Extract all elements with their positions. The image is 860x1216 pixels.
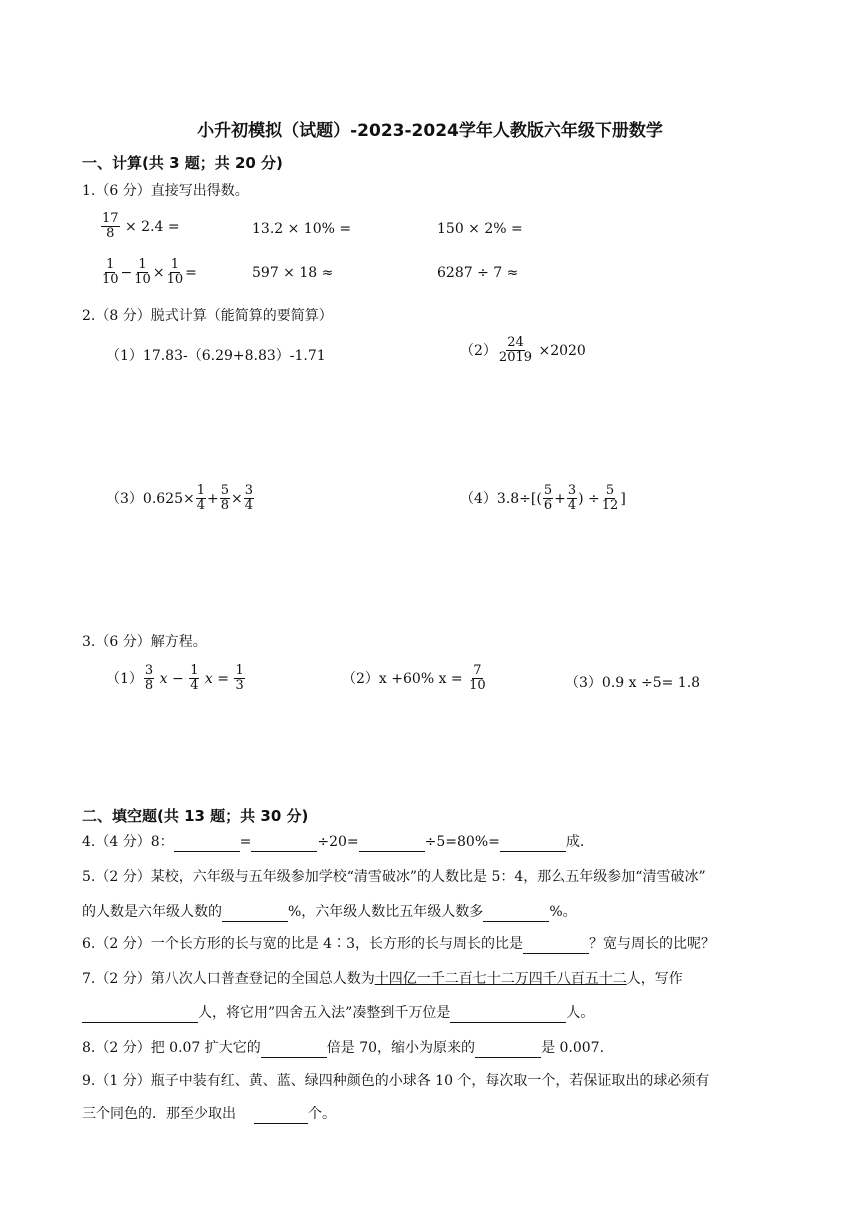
q3-eq2-prefix: （2） bbox=[342, 670, 379, 687]
answer-blank[interactable] bbox=[254, 1109, 308, 1124]
q2-part-4-op: + bbox=[554, 490, 566, 507]
q3-eq1-c-den: 3 bbox=[235, 678, 244, 694]
q3-eq1-a-num: 3 bbox=[144, 663, 154, 678]
q2-part-4-c-den: 12 bbox=[601, 498, 619, 514]
q2-part-2-tail: ×2020 bbox=[538, 342, 586, 359]
q7-text-a: 7.（2 分）第八次人口普查登记的全国总人数为 bbox=[82, 971, 375, 987]
q9-text-b: 个。 bbox=[308, 1106, 336, 1122]
q5-text-c: %。 bbox=[549, 904, 577, 920]
q1-item-4-op1: − bbox=[120, 264, 133, 281]
answer-blank[interactable] bbox=[500, 837, 566, 852]
answer-blank[interactable] bbox=[483, 907, 549, 922]
q1-item-4-c-den: 10 bbox=[166, 272, 184, 288]
q1-item-4 bbox=[100, 258, 197, 288]
section-2-heading: 二、填空题(共 13 题；共 30 分) bbox=[82, 807, 309, 825]
q1-item-4-c-num: 1 bbox=[170, 257, 179, 272]
q1-item-4-b-num: 1 bbox=[138, 257, 147, 272]
question-5-line-1: 5.（2 分）某校，六年级与五年级参加学校“清雪破冰”的人数比是 5：4，那么五年级参加“清雪破冰” bbox=[82, 869, 706, 885]
q1-item-3: 150 × 2% = bbox=[437, 221, 523, 237]
question-8 bbox=[82, 1038, 604, 1058]
q1-item-1-den: 8 bbox=[106, 226, 115, 242]
q3-eq2-num: 7 bbox=[473, 663, 482, 678]
answer-blank[interactable] bbox=[475, 1043, 541, 1058]
q4-eq: = bbox=[239, 834, 252, 850]
q3-eq1-c-num: 1 bbox=[235, 663, 244, 678]
answer-blank[interactable] bbox=[82, 1008, 198, 1023]
q7-text-b: 人，写作 bbox=[626, 971, 683, 987]
q2-part-3-op: + bbox=[207, 490, 219, 507]
q8-text-c: 是 0.007. bbox=[541, 1040, 605, 1056]
q1-item-4-op2: × bbox=[152, 264, 165, 281]
q2-part-3-a-num: 1 bbox=[196, 483, 205, 498]
q3-eq1-b-num: 1 bbox=[190, 663, 199, 678]
q1-item-4-a-den: 10 bbox=[102, 272, 119, 288]
page-title: 小升初模拟（试题）-2023-2024学年人教版六年级下册数学 bbox=[197, 121, 663, 141]
q5-text-b: %，六年级人数比五年级人数多 bbox=[288, 904, 484, 920]
q3-eq1-x1: x − bbox=[159, 670, 184, 687]
q2-part-3-b-num: 5 bbox=[220, 483, 230, 498]
q2-part-2-prefix: （2） bbox=[460, 342, 497, 359]
question-4 bbox=[82, 832, 584, 852]
q5-text-a: 的人数是六年级人数的 bbox=[82, 904, 222, 920]
answer-blank[interactable] bbox=[523, 939, 589, 954]
q2-part-4-end: ] bbox=[620, 490, 626, 507]
q3-equation-3: （3）0.9 x ÷5= 1.8 bbox=[565, 675, 701, 691]
q2-part-4-b-den: 4 bbox=[567, 498, 577, 514]
q2-part-4-a-den: 6 bbox=[543, 498, 553, 514]
question-9-line-1: 9.（1 分）瓶子中装有红、黄、蓝、绿四种颜色的小球各 10 个，每次取一个，若保证取出的球必须有 bbox=[82, 1073, 710, 1089]
q1-item-4-b-den: 10 bbox=[134, 272, 151, 288]
q1-item-6: 6287 ÷ 7 ≈ bbox=[437, 265, 519, 281]
answer-blank[interactable] bbox=[222, 907, 288, 922]
question-2-label: 2.（8 分）脱式计算（能简算的要简算） bbox=[82, 308, 333, 324]
q3-eq2-mid: x +60% x = bbox=[378, 670, 463, 687]
q2-part-4-c-num: 5 bbox=[605, 483, 615, 498]
question-6 bbox=[82, 934, 715, 954]
q2-part-3-prefix: （3）0.625× bbox=[106, 490, 195, 507]
answer-blank[interactable] bbox=[251, 837, 317, 852]
answer-blank[interactable] bbox=[174, 837, 240, 852]
answer-blank[interactable] bbox=[450, 1008, 566, 1023]
q8-text-b: 倍是 70，缩小为原来的 bbox=[326, 1040, 476, 1056]
question-7-line-1 bbox=[82, 969, 683, 989]
q2-part-4 bbox=[460, 484, 626, 514]
section-1-heading: 一、计算(共 3 题；共 20 分) bbox=[82, 154, 283, 172]
q4-suffix: 成. bbox=[565, 834, 585, 850]
q2-part-4-b-num: 3 bbox=[567, 483, 577, 498]
q3-eq1-a-den: 8 bbox=[144, 678, 154, 694]
q2-part-3 bbox=[106, 484, 255, 514]
q3-eq1-prefix: （1） bbox=[106, 670, 143, 687]
q3-equation-1 bbox=[106, 664, 246, 694]
q3-eq1-x2: x = bbox=[204, 670, 229, 687]
q3-eq1-b-den: 4 bbox=[190, 678, 199, 694]
q3-eq2-den: 10 bbox=[469, 678, 486, 694]
q1-item-1-num: 17 bbox=[102, 211, 119, 226]
q7-text-c: 人，将它用”四舍五入法”凑整到千万位是 bbox=[198, 1005, 451, 1021]
q1-item-2: 13.2 × 10% = bbox=[252, 221, 352, 237]
q1-item-5: 597 × 18 ≈ bbox=[252, 265, 334, 281]
q4-div5: ÷5=80%= bbox=[424, 834, 500, 850]
q3-equation-2 bbox=[342, 664, 488, 694]
answer-blank[interactable] bbox=[261, 1043, 327, 1058]
q2-part-3-c-den: 4 bbox=[244, 498, 254, 514]
answer-blank[interactable] bbox=[359, 837, 425, 852]
q1-item-4-a-num: 1 bbox=[106, 257, 115, 272]
question-3-label: 3.（6 分）解方程。 bbox=[82, 634, 207, 650]
question-5-line-2 bbox=[82, 902, 577, 922]
question-1-label: 1.（6 分）直接写出得数。 bbox=[82, 183, 249, 199]
question-9-line-2 bbox=[82, 1104, 336, 1124]
q1-item-4-eq: = bbox=[185, 264, 197, 281]
q2-part-1: （1）17.83-（6.29+8.83）-1.71 bbox=[106, 348, 326, 364]
q2-part-2-num: 24 bbox=[507, 335, 524, 350]
q1-item-1-tail: × 2.4 = bbox=[125, 218, 180, 235]
q2-part-4-a-num: 5 bbox=[543, 483, 553, 498]
q2-part-3-op2: × bbox=[231, 490, 243, 507]
q2-part-4-mid: ) ÷ bbox=[578, 490, 600, 507]
q2-part-2 bbox=[460, 336, 586, 366]
q2-part-3-b-den: 8 bbox=[220, 498, 230, 514]
q2-part-2-den: 2019 bbox=[498, 350, 533, 366]
question-7-line-2 bbox=[82, 1003, 594, 1023]
q2-part-4-prefix: （4）3.8÷[( bbox=[460, 490, 542, 507]
q9-text-a: 三个同色的．那至少取出 bbox=[82, 1106, 236, 1122]
q4-div20: ÷20= bbox=[317, 834, 359, 850]
q6-text-b: ？宽与周长的比呢？ bbox=[588, 936, 715, 952]
q8-text-a: 8.（2 分）把 0.07 扩大它的 bbox=[82, 1040, 261, 1056]
q2-part-3-a-den: 4 bbox=[196, 498, 205, 514]
q2-part-3-c-num: 3 bbox=[244, 483, 254, 498]
q1-item-1 bbox=[100, 212, 180, 242]
q4-prefix: 4.（4 分）8： bbox=[82, 834, 174, 850]
q7-text-d: 人。 bbox=[566, 1005, 595, 1021]
q7-underlined-number: 十四亿一千二百七十二万四千八百五十二 bbox=[374, 971, 627, 987]
q6-text-a: 6.（2 分）一个长方形的长与宽的比是 4∶3，长方形的长与周长的比是 bbox=[82, 936, 523, 952]
